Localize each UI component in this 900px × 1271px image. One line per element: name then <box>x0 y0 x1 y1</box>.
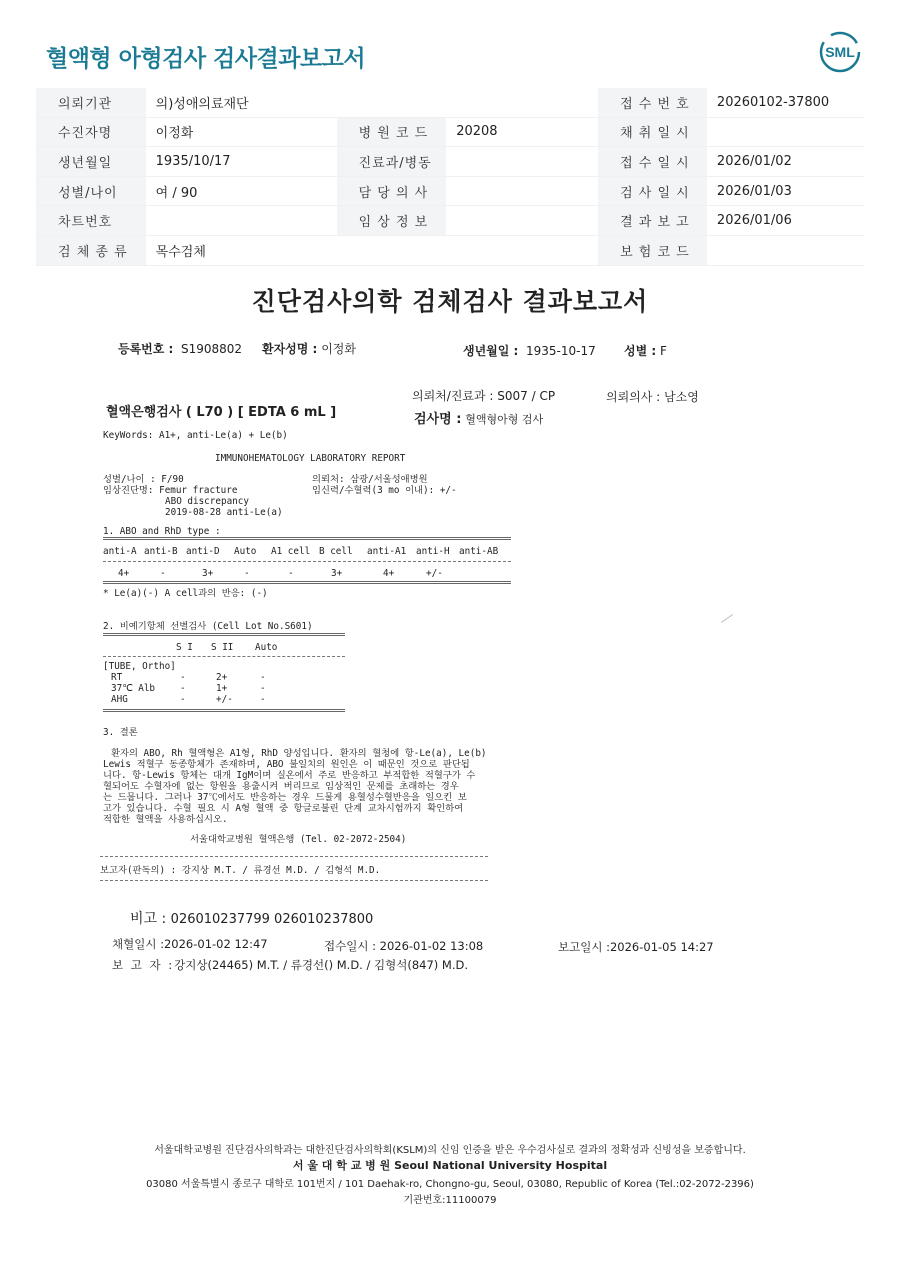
lab-reporter: 보고자(판독의) : 강지상 M.T. / 류경선 M.D. / 김형석 M.D. <box>100 865 381 876</box>
info-label <box>337 88 447 117</box>
collection-datetime: 채혈일시 :2026-01-02 12:47 <box>112 937 268 951</box>
info-label: 검 체 종 류 <box>36 235 146 265</box>
info-value: 2026/01/03 <box>707 176 864 206</box>
screen-value-cell: - <box>260 683 266 694</box>
screen-header-cell: Auto <box>255 642 278 653</box>
conclusion-line: 고가 있습니다. 수혈 필요 시 A형 혈액 중 항글로불린 단계 교차시험까지 확인하여 <box>103 803 464 814</box>
conclusion-line: 니다. 항-Lewis 항체는 대개 IgM이며 실온에서 주로 반응하고 부적합한 적혈구가 수 <box>103 770 476 781</box>
abo-header-cell: anti-D <box>186 546 220 557</box>
screen-value-cell: 2+ <box>216 672 228 683</box>
section-2-method: [TUBE, Ortho] <box>103 661 176 672</box>
abo-value-cell: 3+ <box>331 568 343 579</box>
info-value: 2026/01/06 <box>707 206 864 236</box>
info-label: 검 사 일 시 <box>598 176 707 206</box>
abo-header-cell: anti-A <box>103 546 137 557</box>
divider <box>103 633 345 636</box>
screen-value-cell: - <box>180 694 186 705</box>
conclusion-line: 는 드뭅니다. 그러나 37℃에서도 반응하는 경우 드물게 용혈성수혈반응을 일으킨 보 <box>103 792 467 803</box>
divider <box>103 561 511 562</box>
info-row <box>36 147 864 177</box>
conclusion-line: 환자의 ABO, Rh 혈액형은 A1형, RhD 양성입니다. 환자의 혈청에 항-Le(a), Le(b) <box>111 748 487 759</box>
divider <box>103 537 511 540</box>
info-value <box>446 88 598 117</box>
screen-value-cell: - <box>260 694 266 705</box>
conclusion-line: 적합한 혈액을 사용하십시오. <box>103 814 228 825</box>
info-label: 차트번호 <box>36 206 146 236</box>
section-1-headers <box>103 546 513 558</box>
registration-number: 등록번호 : S1908802 <box>118 342 243 356</box>
info-value <box>146 206 337 236</box>
info-label: 임 상 정 보 <box>337 206 447 236</box>
abo-value-cell: 3+ <box>202 568 214 579</box>
divider <box>103 581 511 584</box>
reported-datetime: 보고일시 :2026-01-05 14:27 <box>558 940 714 954</box>
keywords: KeyWords: A1+, anti-Le(a) + Le(b) <box>103 430 288 441</box>
screen-value-cell: +/- <box>216 694 233 705</box>
section-1-values <box>103 568 513 580</box>
diagnosis-line: 2019-08-28 anti-Le(a) <box>165 507 283 518</box>
section-2-headers <box>103 642 345 654</box>
conclusion-line: 혈되어도 수혈자에 없는 항원을 용출시켜 버리므로 임상적인 문제를 초래하는 경우 <box>103 781 459 792</box>
divider <box>100 880 488 881</box>
info-value: 2026/01/02 <box>707 147 864 177</box>
section-1-title: 1. ABO and RhD type : <box>103 526 221 537</box>
test-group: 혈액은행검사 ( L70 ) [ EDTA 6 mL ] <box>106 405 337 420</box>
info-label: 병 원 코 드 <box>337 117 447 147</box>
requesting-dept: 의뢰처/진료과 : S007 / CP <box>412 389 556 403</box>
abo-value-cell: - <box>160 568 166 579</box>
footer-hospital: 서 울 대 학 교 병 원 Seoul National University Hospital <box>292 1159 608 1172</box>
abo-value-cell: +/- <box>426 568 443 579</box>
screen-row-label: AHG <box>111 694 128 705</box>
info-label: 진료과/병동 <box>337 147 447 177</box>
footer-institution-code: 기관번호:11100079 <box>403 1195 497 1206</box>
sex: 성별 : F <box>624 344 667 358</box>
screen-value-cell: - <box>260 672 266 683</box>
info-row <box>36 88 864 117</box>
patient-name: 환자성명 : 이정화 <box>262 342 356 356</box>
screen-header-cell: S I <box>176 642 193 653</box>
diagnosis-line: ABO discrepancy <box>165 496 249 507</box>
abo-header-cell: B cell <box>319 546 353 557</box>
section-1-note: * Le(a)(-) A cell과의 반응: (-) <box>103 588 268 599</box>
received-datetime: 접수일시 : 2026-01-02 13:08 <box>324 939 484 953</box>
page-title: 혈액형 아형검사 검사결과보고서 <box>46 46 366 72</box>
sex-age: 성별/나이 : F/90 <box>103 474 184 485</box>
conclusion-line: Lewis 적혈구 동종항체가 존재하며, ABO 불일치의 원인은 이 때문인 것으로 판단됩 <box>103 759 470 770</box>
info-value <box>446 235 598 265</box>
requester: 의뢰처: 삼광/서울성애병원 <box>312 474 428 485</box>
patient-info-table <box>36 88 864 266</box>
section-2-title: 2. 비예기항체 선별검사 (Cell Lot No.S601) <box>103 621 313 632</box>
abo-header-cell: anti-A1 <box>367 546 407 557</box>
screen-value-cell: - <box>180 683 186 694</box>
info-label: 채 취 일 시 <box>598 117 707 147</box>
info-label: 성별/나이 <box>36 176 146 206</box>
screen-value-cell: 1+ <box>216 683 228 694</box>
abo-header-cell: A1 cell <box>271 546 311 557</box>
abo-value-cell: 4+ <box>118 568 130 579</box>
divider <box>103 656 345 657</box>
info-label: 의뢰기관 <box>36 88 146 117</box>
requesting-doctor: 의뢰의사 : 남소영 <box>606 390 699 404</box>
screen-value-cell: - <box>180 672 186 683</box>
footer-address: 03080 서울특별시 종로구 대학로 101번지 / 101 Daehak-ro, Chongno-gu, Seoul, 03080, Republic of Korea (Tel.:02-2072-2396) <box>146 1179 754 1190</box>
info-value: 목수검체 <box>146 235 337 265</box>
abo-value-cell: 4+ <box>383 568 395 579</box>
info-label <box>337 235 447 265</box>
info-row <box>36 235 864 265</box>
diagnosis-line: 임상진단명: Femur fracture <box>103 485 238 496</box>
lab-report-header: IMMUNOHEMATOLOGY LABORATORY REPORT <box>215 453 406 464</box>
screen-header-cell: S II <box>211 642 234 653</box>
info-value <box>446 176 598 206</box>
info-label: 담 당 의 사 <box>337 176 447 206</box>
abo-value-cell: - <box>244 568 250 579</box>
info-label: 생년월일 <box>36 147 146 177</box>
test-name: 검사명 : 혈액형아형 검사 <box>414 412 544 427</box>
info-label: 보 험 코 드 <box>598 235 707 265</box>
info-label: 접 수 일 시 <box>598 147 707 177</box>
info-value <box>446 206 598 236</box>
divider <box>103 709 345 712</box>
info-value: 1935/10/17 <box>146 147 337 177</box>
screen-row-label: RT <box>111 672 123 683</box>
svg-text:SML: SML <box>825 44 855 60</box>
info-row <box>36 206 864 236</box>
info-value: 이정화 <box>146 117 337 147</box>
info-value: 여 / 90 <box>146 176 337 206</box>
stray-mark <box>721 614 733 623</box>
info-label: 결 과 보 고 <box>598 206 707 236</box>
info-label: 접 수 번 호 <box>598 88 707 117</box>
sml-logo-icon <box>818 30 862 74</box>
blood-bank-contact: 서울대학교병원 혈액은행 (Tel. 02-2072-2504) <box>190 834 407 845</box>
info-value: 의)성애의료재단 <box>146 88 337 117</box>
info-value <box>707 117 864 147</box>
remark: 비고 : 026010237799 026010237800 <box>130 911 374 927</box>
abo-value-cell: - <box>288 568 294 579</box>
screen-row-label: 37℃ Alb <box>111 683 156 694</box>
footer-accreditation: 서울대학교병원 진단검사의학과는 대한진단검사의학회(KSLM)의 신임 인증을 받은 우수검사실로 결과의 정확성과 신빙성을 보증합니다. <box>154 1145 746 1156</box>
abo-header-cell: anti-H <box>416 546 450 557</box>
abo-header-cell: anti-B <box>144 546 178 557</box>
info-row <box>36 176 864 206</box>
section-2-rows <box>103 672 345 708</box>
abo-header-cell: anti-AB <box>459 546 499 557</box>
info-label: 수진자명 <box>36 117 146 147</box>
section-3-title: 3. 결론 <box>103 727 138 738</box>
info-value: 20260102-37800 <box>707 88 864 117</box>
info-row <box>36 117 864 147</box>
info-value <box>446 147 598 177</box>
info-value <box>707 235 864 265</box>
divider <box>100 856 488 857</box>
pregnancy-transfusion: 임신력/수혈력(3 mo 이내): +/- <box>312 485 457 496</box>
report-title: 진단검사의학 검체검사 결과보고서 <box>251 287 649 316</box>
info-value: 20208 <box>446 117 598 147</box>
birth-date: 생년월일 : 1935-10-17 <box>463 344 596 358</box>
summary-reporter: 보 고 자 :강지상(24465) M.T. / 류경선() M.D. / 김형석(847) M.D. <box>112 958 469 972</box>
abo-header-cell: Auto <box>234 546 257 557</box>
